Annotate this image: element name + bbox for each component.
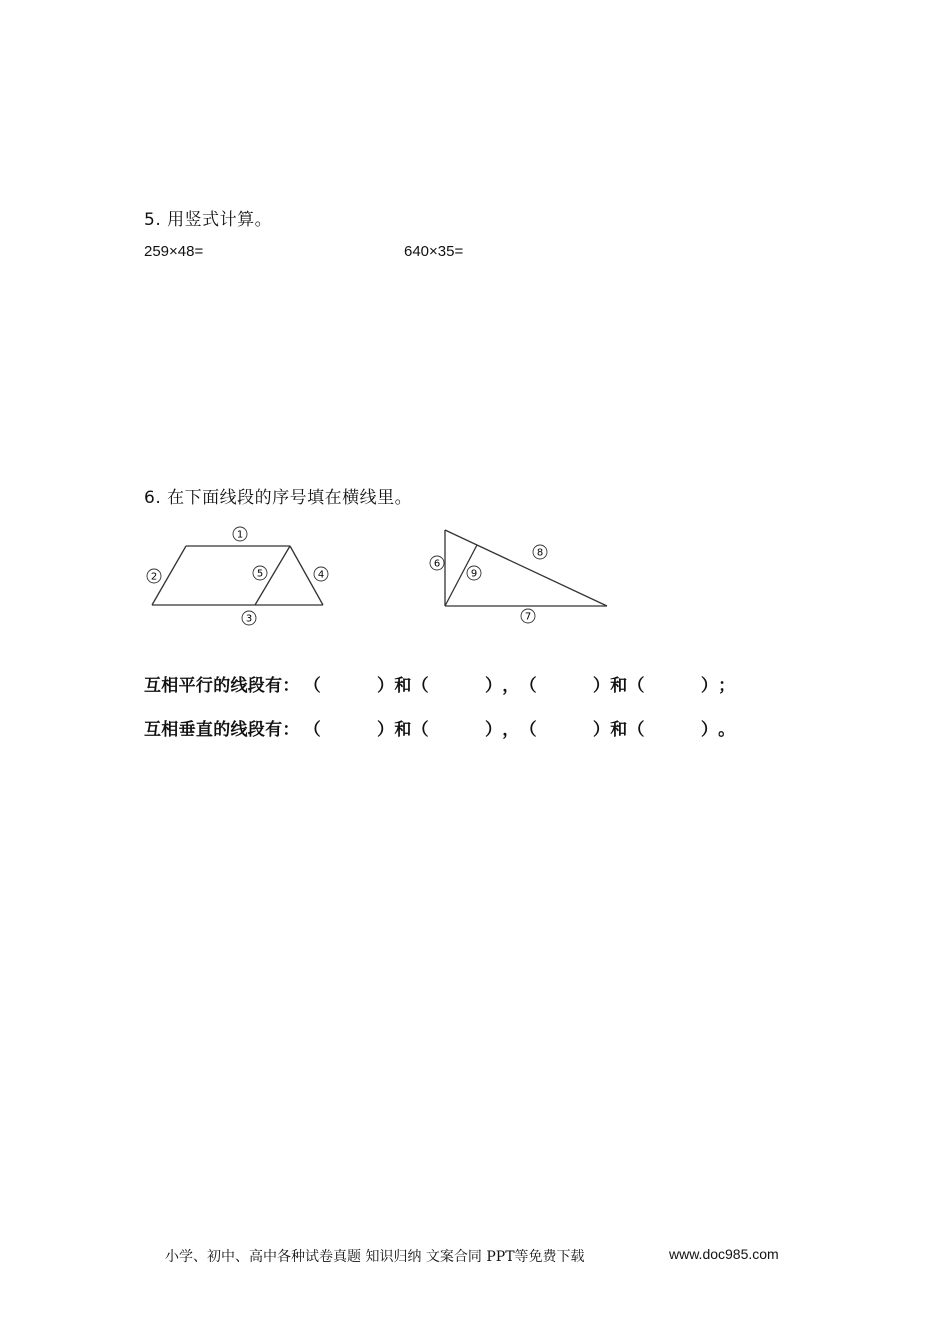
open-paren: （	[411, 676, 429, 696]
q5-expression-2: 640×35=	[404, 243, 464, 260]
triangle-figure	[420, 520, 620, 630]
end-punct: 。	[718, 720, 736, 740]
q5-title: 5. 用竖式计算。	[144, 210, 273, 230]
label-5	[253, 566, 267, 580]
end-punct: ；	[718, 676, 736, 696]
and-word: 和	[610, 676, 628, 696]
svg-text:1: 1	[236, 529, 244, 541]
parallel-prefix: 互相平行的线段有：	[144, 676, 300, 696]
close-paren: ）	[592, 676, 611, 696]
svg-text:9: 9	[470, 568, 478, 580]
close-paren: ）	[592, 720, 611, 740]
open-paren: （	[627, 676, 645, 696]
perpendicular-prefix: 互相垂直的线段有：	[144, 720, 300, 740]
footer-url[interactable]: www.doc985.com	[669, 1246, 779, 1262]
footer-text: 小学、初中、高中各种试卷真题 知识归纳 文案合同 PPT等免费下载	[165, 1249, 585, 1265]
label-1	[233, 527, 247, 541]
svg-text:8: 8	[536, 547, 544, 559]
close-paren: ）	[700, 676, 719, 696]
svg-text:4: 4	[317, 569, 325, 581]
open-paren: （	[303, 720, 322, 740]
label-7	[521, 609, 535, 623]
label-8	[533, 545, 547, 559]
q6-title: 6. 在下面线段的序号填在横线里。	[144, 488, 413, 508]
open-paren: （	[411, 720, 429, 740]
close-paren: ）	[484, 720, 503, 740]
close-paren: ）	[700, 720, 719, 740]
label-3	[242, 611, 256, 625]
svg-text:6: 6	[433, 558, 441, 570]
open-paren: （	[519, 720, 537, 740]
close-paren: ）	[484, 676, 503, 696]
q5-expression-1: 259×48=	[144, 243, 204, 260]
parallel-answer-line	[144, 671, 735, 696]
label-9	[467, 566, 481, 580]
open-paren: （	[627, 720, 645, 740]
and-word: 和	[610, 720, 628, 740]
comma: ，	[502, 720, 520, 740]
svg-text:7: 7	[524, 611, 532, 623]
perpendicular-answer-line	[144, 715, 735, 740]
open-paren: （	[519, 676, 537, 696]
parallelogram-figure	[140, 520, 340, 630]
label-4	[314, 567, 328, 581]
label-2	[147, 569, 161, 583]
and-word: 和	[394, 676, 412, 696]
svg-text:5: 5	[256, 568, 264, 580]
comma: ，	[502, 676, 520, 696]
and-word: 和	[394, 720, 412, 740]
svg-text:3: 3	[245, 613, 253, 625]
label-6	[430, 556, 444, 570]
open-paren: （	[303, 676, 322, 696]
close-paren: ）	[377, 676, 395, 696]
close-paren: ）	[377, 720, 395, 740]
svg-text:2: 2	[150, 571, 158, 583]
